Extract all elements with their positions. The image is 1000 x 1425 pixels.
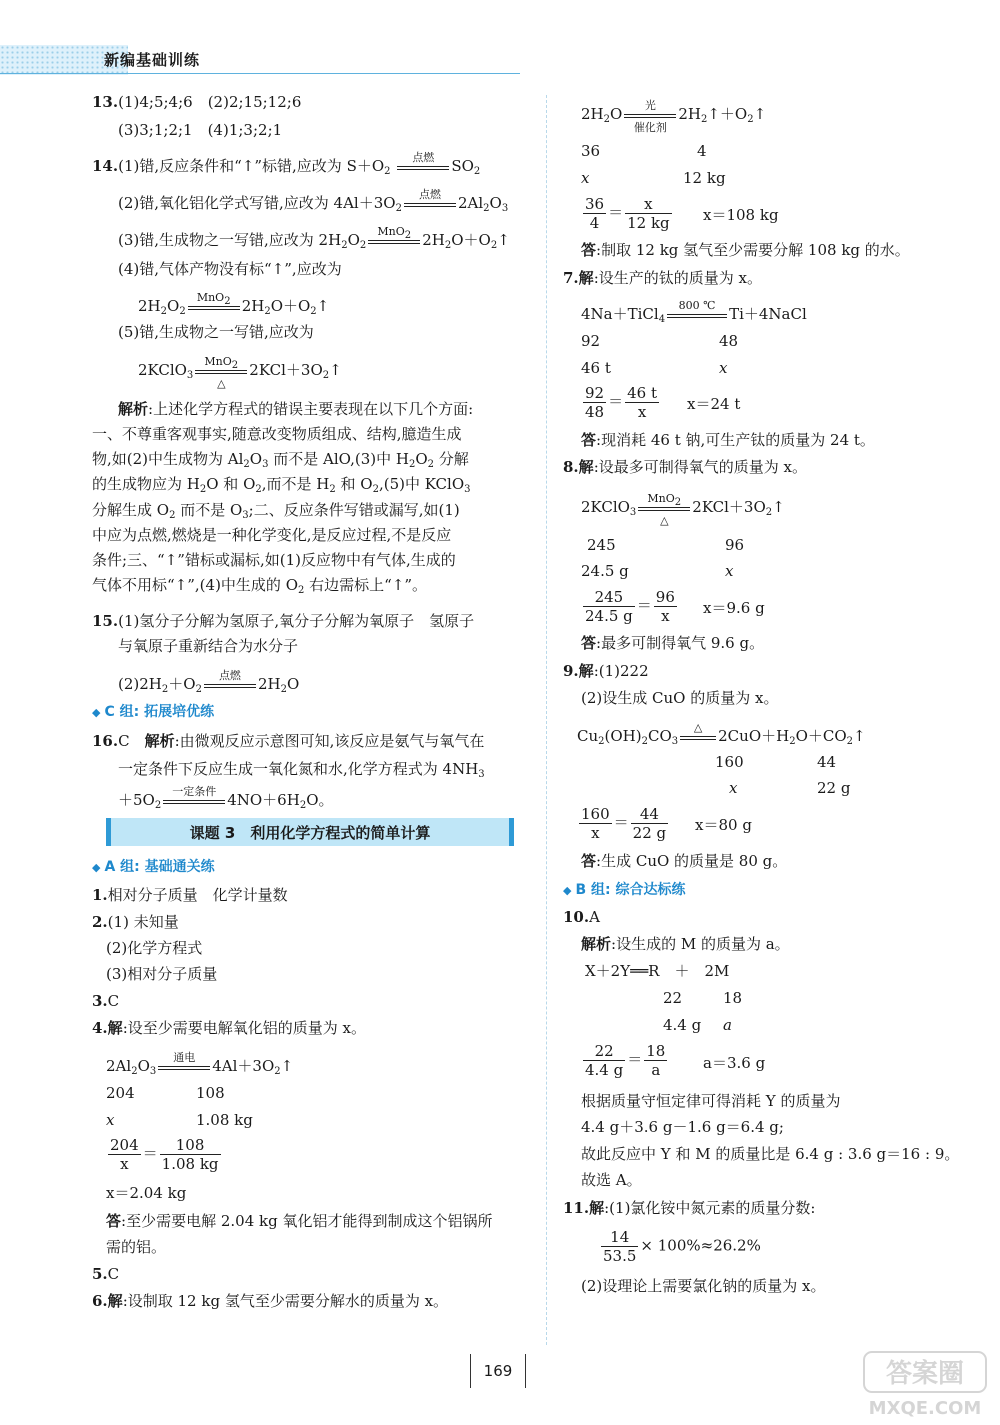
q6-result: x＝108 kg [703,206,779,224]
q15-line2: 与氧原子重新结合为水分子 [118,637,299,655]
q9-var-2: 22 g [817,779,851,797]
q10-line-calc: 4.4 g＋3.6 g－1.6 g＝6.4 g; [581,1118,784,1136]
q14-eq5: 2KClO$_3$ MnO2 △ $2KCl+3O_2↑$ [138,355,342,390]
q4-answer-2: 需的铝。 [106,1238,167,1256]
q14-analysis-8: 气体不用标“↑”,(4)中生成的 $O_2$ 右边需标上“↑”。 [92,576,428,596]
q14-line2: (2)错,氧化铝化学式写错,应改为 $4Al+3O_2$ 点燃 $2Al_2O_3$ [118,188,509,214]
q2-line3: (3)相对分子质量 [106,965,218,983]
q9-result: x＝80 g [695,816,752,834]
q9-var-1: x [729,779,738,797]
q6-line1: 6.解:设制取 12 kg 氢气至少需要分解水的质量为 x。 [92,1292,449,1310]
q7-mass-2: 48 [719,332,739,350]
q14-analysis-3: 物,如(2)中生成物为 $Al_2O_3$ 而不是 AlO,(3)中 $H_2O_2$ 分解 [92,450,469,470]
equals-sign: MnO2 [368,231,420,251]
equals-sign: 点燃 [204,675,256,695]
group-a-heading: ◆ A 组: 基础通关练 [92,859,215,875]
equals-sign: 点燃 [404,194,456,214]
q7-var-2: x [719,359,728,377]
q4-var-1: x [106,1111,115,1129]
q9-line2: (2)设生成 CuO 的质量为 x。 [581,689,779,707]
equals-sign: △ [680,727,716,747]
q7-equation: 4Na＋TiCl$_4$ 800 ℃ Ti＋4NaCl [581,299,807,325]
q7-proportion: $\frac{92}{48}$ ＝ $\frac{46 t}{x}$ [585,384,657,421]
q14-analysis-6: 中应为点燃,燃烧是一种化学变化,是反应过程,不是反应 [92,526,452,544]
q14-eq4: $2H_2O_2$ MnO2 $2H_2O+O_2↑$ [138,291,330,317]
section-banner: 课题 3 利用化学方程式的简单计算 [106,818,514,846]
q16-line3: $+5O_2$ 一定条件 $4NO+6H_2O$。 [118,785,334,811]
diamond-icon: ◆ [92,706,101,719]
q14-analysis-5: 分解生成 $O_2$ 而不是 $O_3$;二、反应条件写错或漏写,如(1) [92,501,460,521]
q4-answer-1: 答:至少需要电解 2.04 kg 氧化铝才能得到制成这个铝锅所 [106,1212,493,1230]
watermark-logo [860,1350,990,1420]
q10-line-choice: 故选 A。 [581,1171,642,1189]
q11-fraction: $\frac{14}{53.5}$ × 100%≈26.2% [603,1228,761,1265]
group-c-heading: ◆ C 组: 拓展培优练 [92,704,215,720]
equals-sign: MnO2 △ [638,498,690,518]
q6-mass-2: 4 [697,142,707,160]
q9-answer: 答:生成 CuO 的质量是 80 g。 [581,852,788,870]
q16-line1: 16.C 解析:由微观反应示意图可知,该反应是氨气与氧气在 [92,732,485,750]
q8-answer: 答:最多可制得氧气 9.6 g。 [581,634,765,652]
q10-equation: X＋2Y══R ＋ 2M [585,962,730,980]
equals-sign: 通电 [158,1057,210,1077]
q8-result: x＝9.6 g [703,599,765,617]
q7-var-1: 46 t [581,359,611,377]
q10-proportion: $\frac{22}{4.4 g}$ ＝ $\frac{18}{a}$ [585,1042,666,1079]
svg-text:答案圈: 答案圈 [885,1359,965,1389]
svg-text:MXQE.COM: MXQE.COM [868,1398,982,1419]
q9-mass-1: 160 [715,753,744,771]
q15-line1: 15.(1)氢分子分解为氢原子,氧分子分解为氧原子 氢原子 [92,612,475,630]
equals-sign: 800 ℃ [667,305,727,325]
q10-var-2: a [723,1016,732,1034]
q1: 1.相对分子质量 化学计量数 [92,886,288,904]
diamond-icon: ◆ [563,884,572,897]
q6-equation: $2H_2O$ 光 催化剂 $2H_2↑+O_2↑$ [581,99,767,134]
q9-proportion: $\frac{160}{x}$ ＝ $\frac{44}{22 g}$ [581,805,667,842]
header-rule [0,73,520,74]
equals-sign: 一定条件 [163,791,225,811]
q16-line2: 一定条件下反应生成一氧化氮和水,化学方程式为 $4NH_3$ [118,760,485,780]
q6-mass-1: 36 [581,142,601,160]
q4-var-2: 1.08 kg [196,1111,253,1129]
q7-line1: 7.解:设生产的钛的质量为 x。 [563,269,762,287]
group-b-heading: ◆ B 组: 综合达标练 [563,882,686,898]
page-number: 169 [470,1354,526,1388]
q4-equation: $2Al_2O_3$ 通电 $4Al+3O_2↑$ [106,1051,294,1077]
q6-var-2: 12 kg [683,169,726,187]
q8-proportion: $\frac{245}{24.5 g}$ ＝ $\frac{96}{x}$ [585,588,675,625]
q4-line1: 4.解:设至少需要电解氧化铝的质量为 x。 [92,1019,366,1037]
q7-result: x＝24 t [687,395,741,413]
q10-mass-2: 18 [723,989,743,1007]
equals-sign: 光 催化剂 [624,105,676,125]
q5: 5.C [92,1265,120,1283]
q11-line2: (2)设理论上需要氯化钠的质量为 x。 [581,1277,826,1295]
q9-equation: $Cu_2(OH)_2CO_3$ △ $2CuO+H_2O+CO_2↑$ [577,721,866,747]
q10-result: a＝3.6 g [703,1054,766,1072]
q7-mass-1: 92 [581,332,601,350]
q15-line3: $(2)2H_2+O_2$ 点燃 $2H_2O$ [118,669,300,695]
q8-var-2: x [725,562,734,580]
q7-answer: 答:现消耗 46 t 钠,可生产钛的质量为 24 t。 [581,431,875,449]
q14-line5: (5)错,生成物之一写错,应改为 [118,323,314,341]
q4-proportion: $\frac{204}{x}$ ＝ $\frac{108}{1.08 kg}$ [110,1136,219,1173]
q2-line1: 2.(1) 未知量 [92,913,179,931]
q8-line1: 8.解:设最多可制得氧气的质量为 x。 [563,458,807,476]
q8-equation: 2KClO$_3$ MnO2 △ $2KCl+3O_2↑$ [581,492,785,527]
q9-mass-2: 44 [817,753,837,771]
diamond-icon: ◆ [92,861,101,874]
q10-line1: 10.A [563,908,600,926]
q4-mass-2: 108 [196,1084,225,1102]
q2-line2: (2)化学方程式 [106,939,203,957]
q3: 3.C [92,992,120,1010]
q6-var-1: x [581,169,590,187]
q13-line2: (3)3;1;2;1 (4)1;3;2;1 [118,121,283,139]
equals-sign: 点燃 [397,157,449,177]
q8-var-1: 24.5 g [581,562,629,580]
q6-proportion: $\frac{36}{4}$ ＝ $\frac{x}{12 kg}$ [585,195,670,232]
q10-mass-1: 22 [663,989,683,1007]
q9-line1: 9.解:(1)222 [563,662,649,680]
q10-analysis: 解析:设生成的 M 的质量为 a。 [581,935,790,953]
equals-sign: MnO2 [188,297,240,317]
q10-var-1: 4.4 g [663,1016,702,1034]
q14-analysis-2: 一、不尊重客观事实,随意改变物质组成、结构,臆造生成 [92,425,462,443]
q10-line-ratio: 故此反应中 Y 和 M 的质量比是 6.4 g : 3.6 g＝16 : 9。 [581,1145,960,1163]
q13-line1: 13.(1)4;5;4;6 (2)2;15;12;6 [92,93,302,111]
equals-sign: MnO2 △ [195,361,247,381]
q14-analysis-1: 解析:上述化学方程式的错误主要表现在以下几个方面: [118,400,474,418]
q14-line3: (3)错,生成物之一写错,应改为 $2H_2O_2$ MnO2 $2H_2O+O_2↑$ [118,225,510,251]
q14-line4: (4)错,气体产物没有标“↑”,应改为 [118,260,342,278]
q4-result: x＝2.04 kg [106,1184,187,1202]
column-divider [546,95,547,1345]
q4-mass-1: 204 [106,1084,135,1102]
q14-analysis-7: 条件;三、“↑”错标或漏标,如(1)反应物中有气体,生成的 [92,551,456,569]
q8-mass-1: 245 [587,536,616,554]
q6-answer: 答:制取 12 kg 氢气至少需要分解 108 kg 的水。 [581,241,910,259]
q8-mass-2: 96 [725,536,745,554]
q14-line1: 14.(1)错,反应条件和“↑”标错,应改为 $S+O_2$ 点燃 $SO_2$ [92,151,481,177]
q11-line1: 11.解:(1)氯化铵中氮元素的质量分数: [563,1199,816,1217]
book-title: 新编基础训练 [104,51,201,69]
q10-line-mass: 根据质量守恒定律可得消耗 Y 的质量为 [581,1092,841,1110]
q14-analysis-4: 的生成物应为 $H_2O$ 和 $O_2$,而不是 $H_2$ 和 $O_2,(5)$中 KClO$_3$ [92,475,471,495]
